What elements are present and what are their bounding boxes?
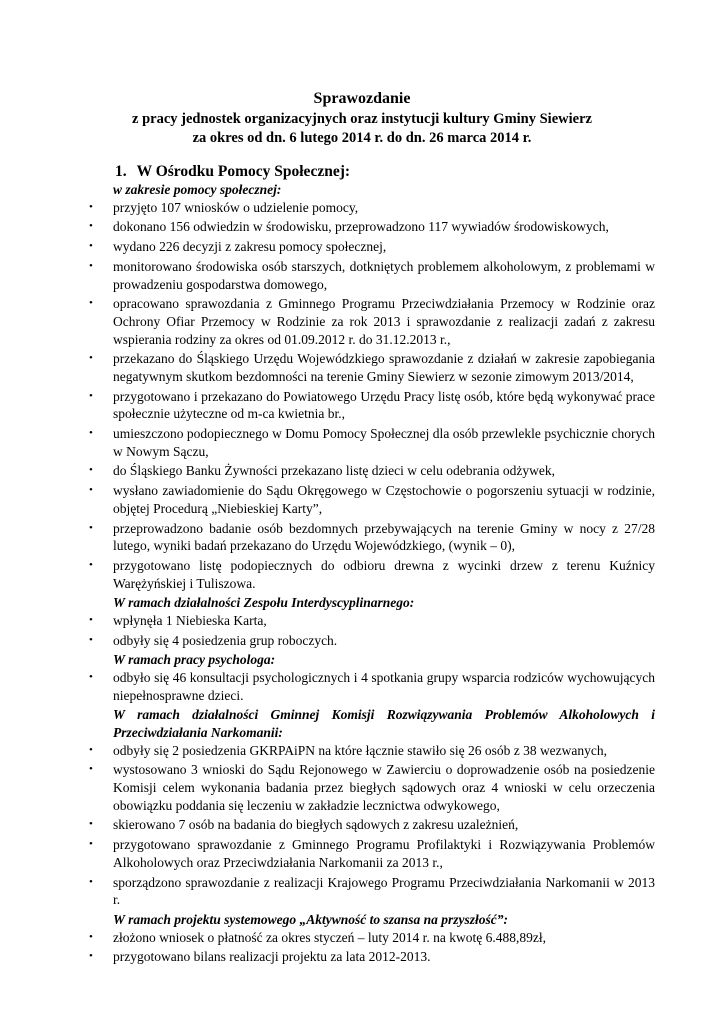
- groups-container: [89, 181, 655, 966]
- list-item: [89, 929, 655, 947]
- list-item-text: opracowano sprawozdania z Gminnego Programu Przeciwdziałania Przemocy w Rodzinie oraz Ochrony Ofiar Przemocy w Rodzinie za rok 2013 i sprawozdanie z realizacji zadań z zakresu wspierania rodziny za okres od 01.09.2012 r. do 31.12.2013 r.,: [113, 296, 655, 347]
- list-item-text: umieszczono podopiecznego w Domu Pomocy Społecznej dla osób przewlekle psychicznie chorych w Nowym Sączu,: [113, 426, 655, 459]
- group-heading: W ramach projektu systemowego „Aktywność to szansa na przyszłość”:: [113, 911, 509, 927]
- bullet-icon: •: [89, 521, 93, 534]
- list-item: [89, 388, 655, 423]
- list-item-text: przygotowano listę podopiecznych do odbioru drewna z wycinki drzew z terenu Kuźnicy Warężyńskiej i Tuliszowa.: [113, 557, 655, 591]
- section-title: [115, 162, 681, 181]
- list-item: [89, 462, 655, 480]
- document-subtitle-line1: z pracy jednostek organizacyjnych oraz instytucji kultury Gminy Siewierz: [132, 111, 592, 127]
- bullet-icon: •: [89, 352, 93, 365]
- list-item-text: odbyły się 4 posiedzenia grup roboczych.: [113, 632, 338, 648]
- list-item-text: przekazano do Śląskiego Urzędu Wojewódzkiego sprawozdanie z działań w zakresie zapobiegania negatywnym skutkom bezdomności na terenie Gminy Siewierz w sezonie zimowym 2013/2014,: [113, 351, 655, 384]
- list-item-text: przygotowano i przekazano do Powiatowego Urzędu Pracy listę osób, które będą wykonywać prace społecznie użyteczne od m-ca kwietnia br.,: [113, 388, 655, 422]
- list-item-text: przyjęto 107 wniosków o udzielenie pomocy,: [113, 199, 359, 215]
- list-item-text: złożono wniosek o płatność za okres styczeń – luty 2014 r. na kwotę 6.488,89zł,: [113, 929, 547, 945]
- document-header: [0, 88, 724, 148]
- bullet-icon: •: [89, 200, 93, 213]
- bullet-icon: •: [89, 484, 93, 497]
- list-item-text: odbyło się 46 konsultacji psychologicznych i 4 spotkania grupy wsparcia rodziców wychowujących niepełnosprawne dzieci.: [113, 670, 655, 703]
- document-content: [89, 162, 655, 968]
- list-item-text: dokonano 156 odwiedzin w środowisku, przeprowadzono 117 wywiadów środowiskowych,: [113, 219, 609, 235]
- bullet-icon: •: [89, 743, 93, 756]
- list-item-text: wystosowano 3 wnioski do Sądu Rejonowego w Zawierciu o doprowadzenie osób na posiedzenie Komisji celem wykonania badania przez biegłych sądowych oraz 4 wnioski w celu orzeczenia obowiązku poddania się leczeniu w zakładzie lecznictwa odwykowego,: [113, 762, 655, 813]
- bullet-icon: •: [89, 838, 93, 851]
- list-item: [89, 557, 655, 592]
- bullet-icon: •: [89, 671, 93, 684]
- bullet-list: [89, 929, 655, 966]
- bullet-list: [89, 669, 655, 704]
- list-item: [89, 199, 655, 217]
- list-item-text: monitorowano środowiska osób starszych, dotkniętych problemem alkoholowym, z problemami w prowadzeniu gospodarstwa domowego,: [113, 258, 655, 292]
- list-item: [89, 836, 655, 871]
- list-item: [89, 295, 655, 348]
- list-item: [89, 816, 655, 834]
- bullet-icon: •: [89, 464, 93, 477]
- group-heading: w zakresie pomocy społecznej:: [113, 182, 282, 197]
- bullet-icon: •: [89, 613, 93, 626]
- bullet-icon: •: [89, 930, 93, 943]
- list-item: [89, 742, 655, 760]
- list-item: [89, 350, 655, 385]
- bullet-icon: •: [89, 875, 93, 888]
- bullet-icon: •: [89, 427, 93, 440]
- list-item: [89, 218, 655, 236]
- bullet-icon: •: [89, 633, 93, 646]
- list-item: [89, 669, 655, 704]
- list-item: [89, 761, 655, 814]
- list-item: [89, 482, 655, 517]
- list-item-text: skierowano 7 osób na badania do biegłych sądowych z zakresu uzależnień,: [113, 817, 519, 833]
- bullet-icon: •: [89, 818, 93, 831]
- bullet-icon: •: [89, 240, 93, 253]
- list-item-text: przygotowano bilans realizacji projektu za lata 2012-2013.: [113, 949, 431, 965]
- bullet-list: [89, 199, 655, 593]
- list-item-text: przygotowano sprawozdanie z Gminnego Programu Profilaktyki i Rozwiązywania Problemów Alkoholowych oraz Przeciwdziałania Narkomanii za 2013 r.,: [113, 837, 655, 870]
- bullet-icon: •: [89, 389, 93, 402]
- section-title-text: W Ośrodku Pomocy Społecznej:: [136, 163, 351, 180]
- list-item: [89, 874, 655, 909]
- list-item-text: wpłynęła 1 Niebieska Karta,: [113, 612, 267, 628]
- group-heading: W ramach działalności Gminnej Komisji Rozwiązywania Problemów Alkoholowych i Przeciwdziałania Narkomanii:: [113, 707, 655, 741]
- document-subtitle-line2: za okres od dn. 6 lutego 2014 r. do dn. 26 marca 2014 r.: [192, 130, 532, 146]
- bullet-list: [89, 612, 655, 649]
- bullet-icon: •: [89, 763, 93, 776]
- list-item: [89, 238, 655, 256]
- group-heading: W ramach działalności Zespołu Interdyscyplinarnego:: [113, 595, 415, 611]
- document-title: Sprawozdanie: [313, 90, 411, 107]
- list-item-text: wydano 226 decyzji z zakresu pomocy społecznej,: [113, 239, 387, 255]
- list-item: [89, 948, 655, 966]
- list-item: [89, 425, 655, 460]
- bullet-icon: •: [89, 950, 93, 963]
- list-item-text: odbyły się 2 posiedzenia GKRPAiPN na które łącznie stawiło się 26 osób z 38 wezwanych,: [113, 742, 608, 758]
- list-item: [89, 612, 655, 630]
- group-heading: W ramach pracy psychologa:: [113, 652, 276, 668]
- bullet-icon: •: [89, 297, 93, 310]
- list-item-text: do Śląskiego Banku Żywności przekazano listę dzieci w celu odebrania odżywek,: [113, 463, 555, 479]
- list-item: [89, 258, 655, 293]
- section-number: 1.: [115, 163, 127, 180]
- list-item: [89, 520, 655, 555]
- bullet-icon: •: [89, 220, 93, 233]
- list-item-text: wysłano zawiadomienie do Sądu Okręgowego w Częstochowie o pogorszeniu sytuacji w rodzinie, objętej Procedurą „Niebieskiej Karty”,: [113, 483, 655, 516]
- bullet-icon: •: [89, 259, 93, 272]
- bullet-list: [89, 742, 655, 909]
- list-item-text: przeprowadzono badanie osób bezdomnych przebywających na terenie Gminy w nocy z 27/28 lutego, wyniki badań przekazano do Urzędu Wojewódzkiego, (wynik – 0),: [113, 520, 655, 554]
- bullet-icon: •: [89, 558, 93, 571]
- list-item-text: sporządzono sprawozdanie z realizacji Krajowego Programu Przeciwdziałania Narkomanii w 2013 r.: [113, 874, 655, 908]
- list-item: [89, 632, 655, 650]
